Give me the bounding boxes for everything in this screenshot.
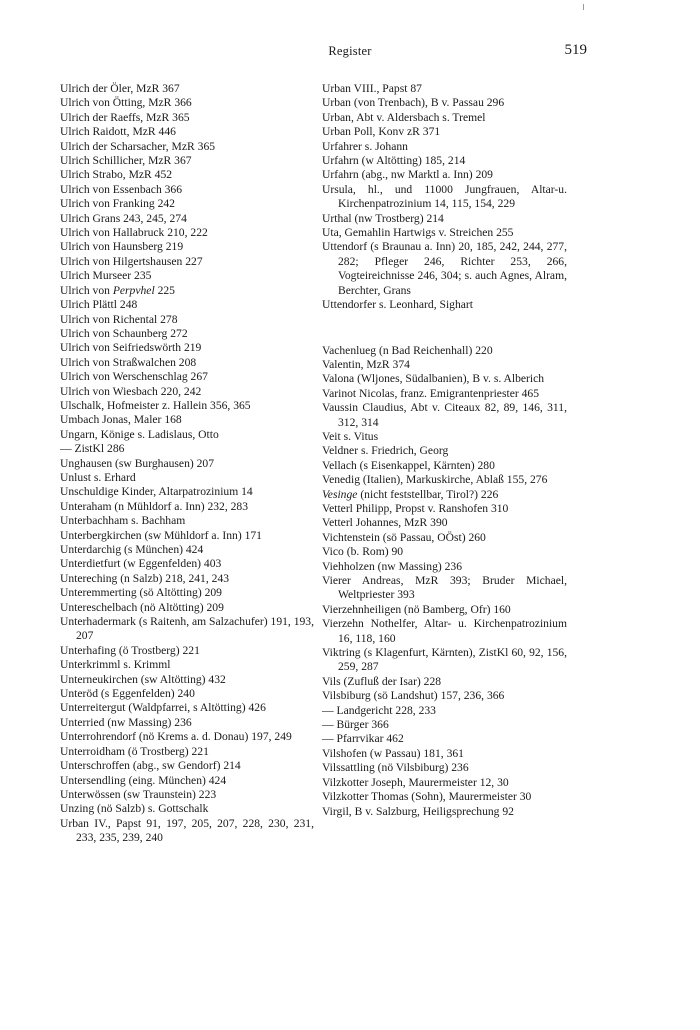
index-entry: Unterbergkirchen (sw Mühldorf a. Inn) 171 [60, 528, 262, 542]
index-entry: — Bürger 366 [322, 718, 389, 732]
index-entry: Urban (von Trenbach), B v. Passau 296 [322, 96, 505, 110]
index-column-left [60, 82, 314, 846]
index-entry: Valona (Wljones, Südalbanien), B v. s. Alberich [322, 372, 545, 386]
index-entry: Ulrich von Straßwalchen 208 [60, 355, 197, 369]
index-entry: Uttendorfer s. Leonhard, Sighart [322, 298, 473, 312]
section-gap [322, 313, 567, 344]
index-entry: Ulrich von Ötting, MzR 366 [60, 96, 192, 110]
index-entry: Unterwössen (sw Traunstein) 223 [60, 787, 217, 801]
index-entry: Unterrohrendorf (nö Krems a. d. Donau) 197, 249 [60, 730, 292, 744]
index-entry: Ulrich von Richental 278 [60, 312, 178, 326]
index-entry: Ulrich Grans 243, 245, 274 [60, 211, 187, 225]
page-number: 519 [564, 42, 587, 58]
index-entry: Unterroidham (ö Trostberg) 221 [60, 744, 209, 758]
index-entry: Vichtenstein (sö Passau, OÖst) 260 [322, 530, 486, 544]
index-entry: — Landgericht 228, 233 [322, 703, 436, 717]
index-entry: Vaussin Claudius, Abt v. Citeaux 82, 89, 146, 311, 312, 314 [322, 401, 567, 429]
index-entry: Vierer Andreas, MzR 393; Bruder Michael, Weltpriester 393 [322, 574, 567, 602]
index-entry: Urban VIII., Papst 87 [322, 82, 422, 95]
index-entry: Vilssattling (nö Vilsbiburg) 236 [322, 761, 469, 775]
index-entry: Ulrich Murseer 235 [60, 269, 152, 283]
index-entry: Unteröd (s Eggenfelden) 240 [60, 687, 195, 701]
running-title: Register [328, 44, 372, 58]
index-entry: Vilzkotter Joseph, Maurermeister 12, 30 [322, 775, 509, 789]
index-entry: Urban Poll, Konv zR 371 [322, 125, 441, 139]
index-entry: Vachenlueg (n Bad Reichenhall) 220 [322, 343, 493, 357]
index-entry: Vierzehnheiligen (nö Bamberg, Ofr) 160 [322, 602, 511, 616]
index-section-v [322, 344, 567, 819]
index-entry: Untersendling (eing. München) 424 [60, 773, 227, 787]
index-entry: Unterkrimml s. Krimml [60, 658, 171, 672]
index-entry: Vico (b. Rom) 90 [322, 545, 404, 559]
index-entry: Unterreitergut (Waldpfarrei, s Altötting) 426 [60, 701, 266, 715]
index-entry: Ulrich Strabo, MzR 452 [60, 168, 173, 182]
index-entry: Venedig (Italien), Markuskirche, Ablaß 155, 276 [322, 473, 548, 487]
index-entry: Ursula, hl., und 11000 Jungfrauen, Altar-u. Kirchenpatrozinium 14, 115, 154, 229 [322, 182, 567, 211]
index-entry: — ZistKl 286 [60, 442, 125, 456]
index-entry: Ulrich von Seifriedswörth 219 [60, 341, 202, 355]
margin-tick-mark [583, 4, 584, 10]
index-entry: Uta, Gemahlin Hartwigs v. Streichen 255 [322, 226, 514, 240]
index-entry: Urthal (nw Trostberg) 214 [322, 211, 444, 225]
index-entry: Ulrich Raidott, MzR 446 [60, 125, 176, 139]
index-entry: Unterried (nw Massing) 236 [60, 715, 192, 729]
index-entry: Unschuldige Kinder, Altarpatrozinium 14 [60, 485, 253, 499]
index-entry: Unterhadermark (s Raitenh, am Salzachufer) 191, 193, 207 [60, 615, 315, 643]
index-entry: Ulschalk, Hofmeister z. Hallein 356, 365 [60, 398, 251, 412]
index-entry: Urfahrn (abg., nw Marktl a. Inn) 209 [322, 168, 493, 182]
index-entry: Ulrich von Haunsberg 219 [60, 240, 184, 254]
index-entry: Urfahrer s. Johann [322, 139, 408, 153]
index-entry: Ulrich von Hilgertshausen 227 [60, 254, 203, 268]
index-entry: Ulrich der Scharsacher, MzR 365 [60, 139, 216, 153]
index-entry: Ulrich Plättl 248 [60, 298, 138, 312]
index-entry: Vilzkotter Thomas (Sohn), Maurermeister 30 [322, 790, 532, 804]
index-entry: Untereching (n Salzb) 218, 241, 243 [60, 571, 230, 585]
index-entry: Ulrich von Hallabruck 210, 222 [60, 226, 208, 240]
index-entry: Ulrich der Öler, MzR 367 [60, 82, 180, 95]
index-entry: Unlust s. Erhard [60, 470, 136, 484]
index-entry: Untereschelbach (nö Altötting) 209 [60, 600, 224, 614]
index-section-u [322, 82, 567, 313]
index-entry: Ungarn, Könige s. Ladislaus, Otto [60, 427, 219, 441]
index-entry: Valentin, MzR 374 [322, 357, 410, 371]
index-entry: Vesinge (nicht feststellbar, Tirol?) 226 [322, 487, 499, 501]
index-entry: Unterneukirchen (sw Altötting) 432 [60, 672, 226, 686]
index-entry: Viehholzen (nw Massing) 236 [322, 559, 463, 573]
index-entry: Uttendorf (s Braunau a. Inn) 20, 185, 242, 244, 277, 282; Pfleger 246, Richter 253, 266, Vogteireichnisse 246, 304; s. auch Agnes, Alram, Berchter, Grans [322, 240, 567, 297]
index-entry: Unteremmerting (sö Altötting) 209 [60, 586, 222, 600]
index-entry: Vellach (s Eisenkappel, Kärnten) 280 [322, 458, 495, 472]
index-entry: Unterhafing (ö Trostberg) 221 [60, 643, 200, 657]
index-entry: Veldner s. Friedrich, Georg [322, 444, 449, 458]
index-entry: Ulrich Schillicher, MzR 367 [60, 154, 192, 168]
index-entry: Urban IV., Papst 91, 197, 205, 207, 228, 230, 231, 233, 235, 239, 240 [60, 816, 314, 845]
index-entry: Unghausen (sw Burghausen) 207 [60, 456, 215, 470]
index-entry: Ulrich der Raeffs, MzR 365 [60, 110, 190, 124]
index-entry: Urfahrn (w Altötting) 185, 214 [322, 154, 466, 168]
index-entry: Unterdietfurt (w Eggenfelden) 403 [60, 557, 222, 571]
index-entry: Unteraham (n Mühldorf a. Inn) 232, 283 [60, 499, 249, 513]
index-entry: Ulrich von Franking 242 [60, 197, 175, 211]
index-entry: Vetterl Johannes, MzR 390 [322, 516, 448, 530]
index-entry: Viktring (s Klagenfurt, Kärnten), ZistKl 60, 92, 156, 259, 287 [322, 646, 567, 674]
index-entry: Vilsbiburg (sö Landshut) 157, 236, 366 [322, 689, 505, 703]
index-entry: Virgil, B v. Salzburg, Heiligsprechung 92 [322, 804, 514, 818]
index-entry: Veit s. Vitus [322, 429, 379, 443]
index-column-right [322, 82, 567, 819]
index-entry: Vilshofen (w Passau) 181, 361 [322, 746, 464, 760]
page-header [0, 42, 700, 62]
index-entry: Ulrich von Essenbach 366 [60, 182, 183, 196]
index-entry: Ulrich von Schaunberg 272 [60, 326, 188, 340]
index-entry: Vils (Zufluß der Isar) 228 [322, 674, 442, 688]
index-entry: Varinot Nicolas, franz. Emigrantenpriester 465 [322, 386, 539, 400]
index-entry: Vetterl Philipp, Propst v. Ranshofen 310 [322, 501, 509, 515]
index-entry: Umbach Jonas, Maler 168 [60, 413, 182, 427]
index-entry: Ulrich von Werschenschlag 267 [60, 370, 208, 384]
index-entry: — Pfarrvikar 462 [322, 732, 404, 746]
index-entry: Urban, Abt v. Aldersbach s. Tremel [322, 110, 486, 124]
index-entry: Vierzehn Nothelfer, Altar- u. Kirchenpatrozinium 16, 118, 160 [322, 617, 567, 645]
index-entry: Ulrich von Wiesbach 220, 242 [60, 384, 202, 398]
index-entry: Unterschroffen (abg., sw Gendorf) 214 [60, 759, 241, 773]
index-entry: Unterdarchig (s München) 424 [60, 543, 204, 556]
index-entry: Unterbachham s. Bachham [60, 514, 186, 528]
index-entry: Unzing (nö Salzb) s. Gottschalk [60, 802, 209, 816]
index-entry: Ulrich von Perpvhel 225 [60, 283, 175, 297]
